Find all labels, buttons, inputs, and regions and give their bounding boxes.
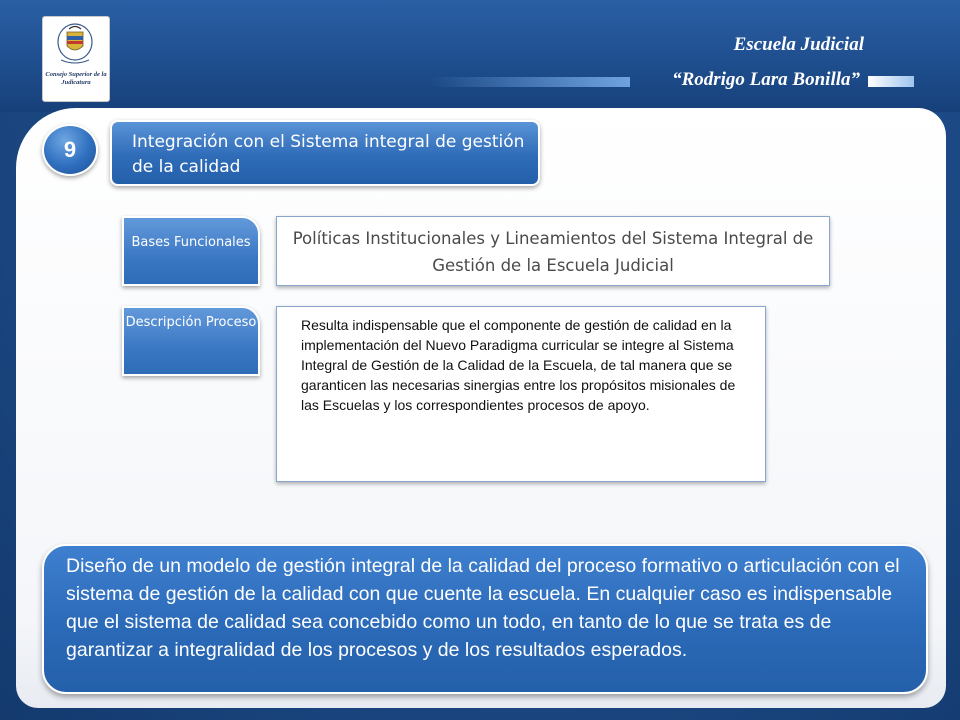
coat-of-arms-icon: [55, 22, 95, 66]
school-subtitle: “Rodrigo Lara Bonilla”: [672, 69, 860, 90]
description-label: Descripción Proceso: [122, 306, 260, 376]
header-band: [0, 0, 960, 112]
logo-caption: Consejo Superior de la Judicatura: [45, 71, 107, 86]
header-rule-right: [868, 76, 914, 87]
section-number-badge: 9: [42, 124, 98, 176]
bases-label: Bases Funcionales: [122, 216, 260, 286]
bases-content-box: Políticas Institucionales y Lineamientos del Sistema Integral de Gestión de la Escuela Judicial: [276, 216, 830, 286]
judicatura-logo: [42, 16, 110, 102]
header-rule-left: [430, 77, 630, 87]
section-title: Integración con el Sistema integral de gestión de la calidad: [132, 132, 525, 177]
description-content-box: Resulta indispensable que el componente de gestión de calidad en la implementación del Nuevo Paradigma curricular se integre al Sistema Integral de Gestión de la Calidad de la Escuela, de tal manera que se garanticen las necesarias sinergias entre los propósitos misionales de las Escuelas y los correspondientes procesos de apoyo.: [276, 306, 766, 482]
section-title-bar: [110, 120, 540, 186]
summary-box: Diseño de un modelo de gestión integral de la calidad del proceso formativo o articulación con el sistema de gestión de la calidad con que cuente la escuela. En cualquier caso es indispensable que el sistema de calidad sea concebido como un todo, en tanto de lo que se trata es de garantizar a integralidad de los procesos y de los resultados esperados.: [42, 544, 928, 694]
school-name: Escuela Judicial: [733, 34, 864, 55]
